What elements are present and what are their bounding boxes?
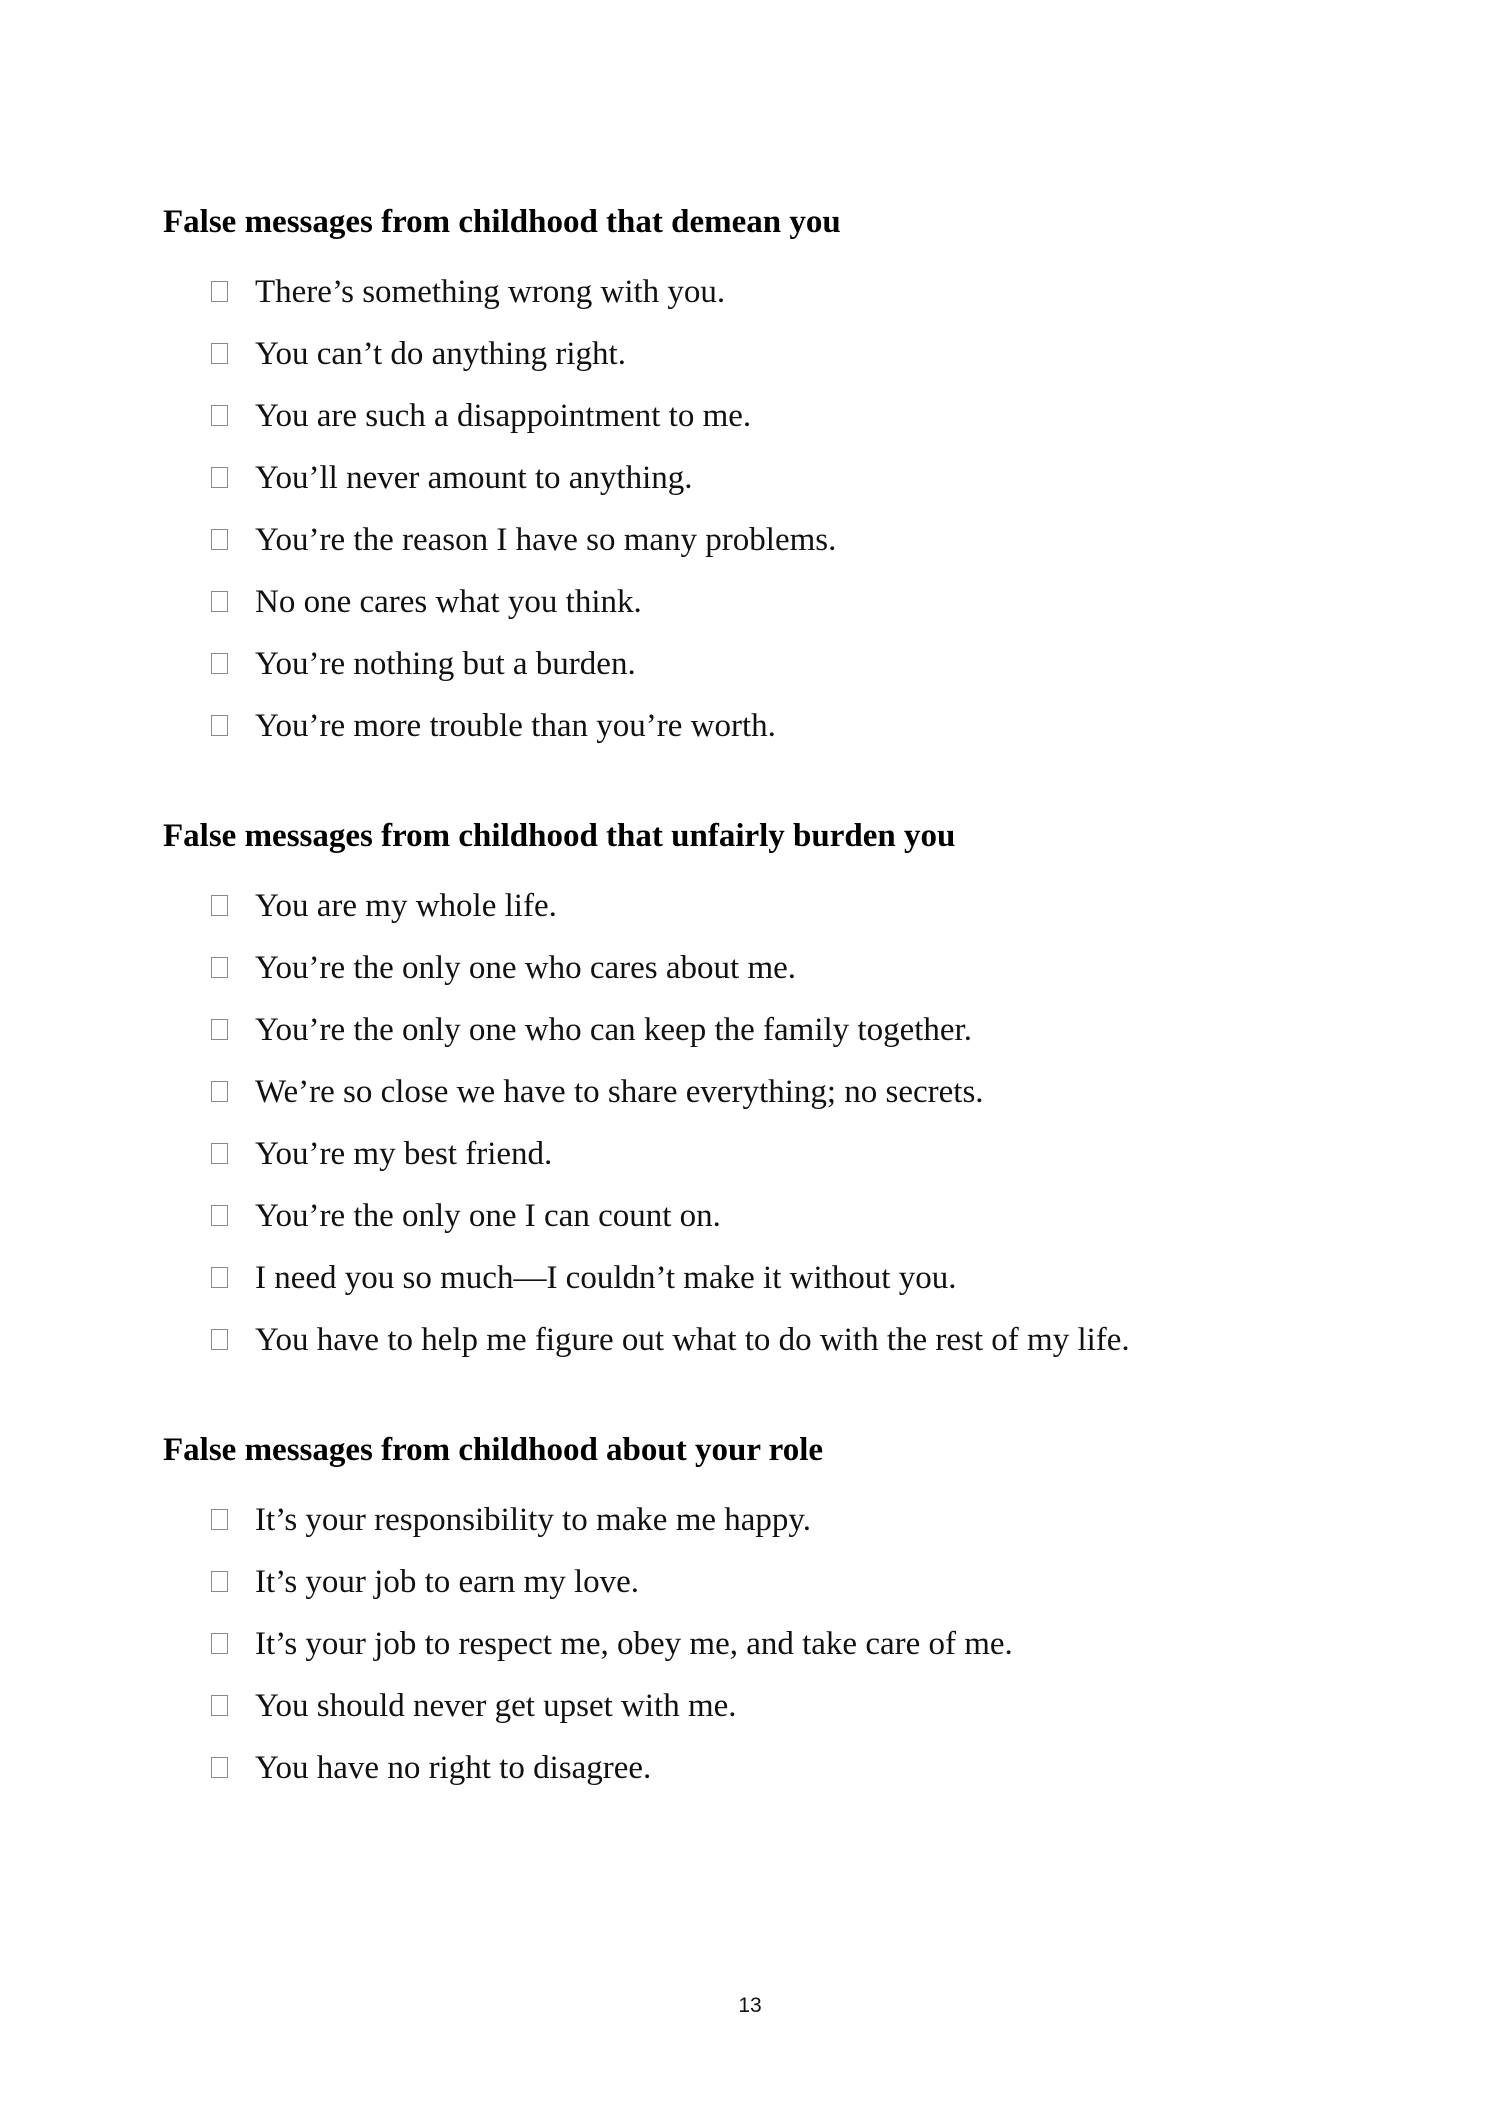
checklist-item (0, 582, 1500, 644)
checklist-item-text: You can’t do anything right. (255, 336, 626, 372)
checklist-item-text: I need you so much—I couldn’t make it without you. (255, 1260, 957, 1296)
checkbox[interactable] (211, 1571, 228, 1592)
checkbox[interactable] (211, 281, 228, 302)
checkbox[interactable] (211, 343, 228, 364)
checklist-item-text: There’s something wrong with you. (255, 274, 726, 310)
checkbox[interactable] (211, 1329, 228, 1350)
checkbox[interactable] (211, 467, 228, 488)
checklist-item-text: It’s your responsibility to make me happy. (255, 1502, 812, 1538)
checklist-item-text: You are such a disappointment to me. (255, 398, 752, 434)
checklist-item-text: You’re the only one who cares about me. (255, 950, 797, 986)
checklist-item (0, 458, 1500, 520)
checklist-item (0, 1686, 1500, 1748)
checklist-item-text: You’re my best friend. (255, 1136, 553, 1172)
checklist-item (0, 1258, 1500, 1320)
checklist-item (0, 1562, 1500, 1624)
checkbox[interactable] (211, 1633, 228, 1654)
checkbox[interactable] (211, 1205, 228, 1226)
checklist-item (0, 334, 1500, 396)
checklist-item-text: You’re the only one I can count on. (255, 1198, 721, 1234)
section-heading: False messages from childhood that demean you (163, 204, 841, 240)
checklist-item-text: It’s your job to respect me, obey me, and take care of me. (255, 1626, 1013, 1662)
checklist-item-text: You are my whole life. (255, 888, 557, 924)
checklist-item (0, 644, 1500, 706)
checklist-item (0, 1072, 1500, 1134)
checklist-item-text: You’re the only one who can keep the family together. (255, 1012, 972, 1048)
checkbox[interactable] (211, 1267, 228, 1288)
page-number: 13 (738, 1994, 762, 2017)
checklist-item-text: You should never get upset with me. (255, 1688, 737, 1724)
checklist-item-text: We’re so close we have to share everything; no secrets. (255, 1074, 984, 1110)
checklist (0, 272, 1500, 768)
checkbox[interactable] (211, 1757, 228, 1778)
checkbox[interactable] (211, 957, 228, 978)
checklist-item (0, 272, 1500, 334)
checklist-item (0, 1320, 1500, 1382)
checkbox[interactable] (211, 1509, 228, 1530)
checklist-item-text: No one cares what you think. (255, 584, 642, 620)
checkbox[interactable] (211, 1695, 228, 1716)
checklist-item-text: You have no right to disagree. (255, 1750, 652, 1786)
checklist-item-text: You’re more trouble than you’re worth. (255, 708, 776, 744)
checklist-item (0, 1500, 1500, 1562)
checklist-item (0, 520, 1500, 582)
section-heading: False messages from childhood about your role (163, 1432, 824, 1468)
checklist-item (0, 886, 1500, 948)
checklist-item (0, 1134, 1500, 1196)
checkbox[interactable] (211, 405, 228, 426)
checkbox[interactable] (211, 715, 228, 736)
checklist-item-text: You have to help me figure out what to do with the rest of my life. (255, 1322, 1130, 1358)
checkbox[interactable] (211, 529, 228, 550)
checklist (0, 886, 1500, 1382)
checklist-item (0, 1748, 1500, 1810)
section-heading: False messages from childhood that unfairly burden you (163, 818, 956, 854)
checkbox[interactable] (211, 1143, 228, 1164)
checklist-item-text: You’re nothing but a burden. (255, 646, 636, 682)
checklist-item (0, 396, 1500, 458)
checklist-item-text: You’re the reason I have so many problems. (255, 522, 837, 558)
checklist (0, 1500, 1500, 1810)
checkbox[interactable] (211, 1081, 228, 1102)
checkbox[interactable] (211, 1019, 228, 1040)
checklist-item-text: It’s your job to earn my love. (255, 1564, 640, 1600)
checklist-item (0, 1196, 1500, 1258)
checklist-item (0, 706, 1500, 768)
checklist-item (0, 948, 1500, 1010)
checkbox[interactable] (211, 895, 228, 916)
checklist-item-text: You’ll never amount to anything. (255, 460, 693, 496)
checklist-item (0, 1624, 1500, 1686)
checkbox[interactable] (211, 591, 228, 612)
checkbox[interactable] (211, 653, 228, 674)
checklist-item (0, 1010, 1500, 1072)
